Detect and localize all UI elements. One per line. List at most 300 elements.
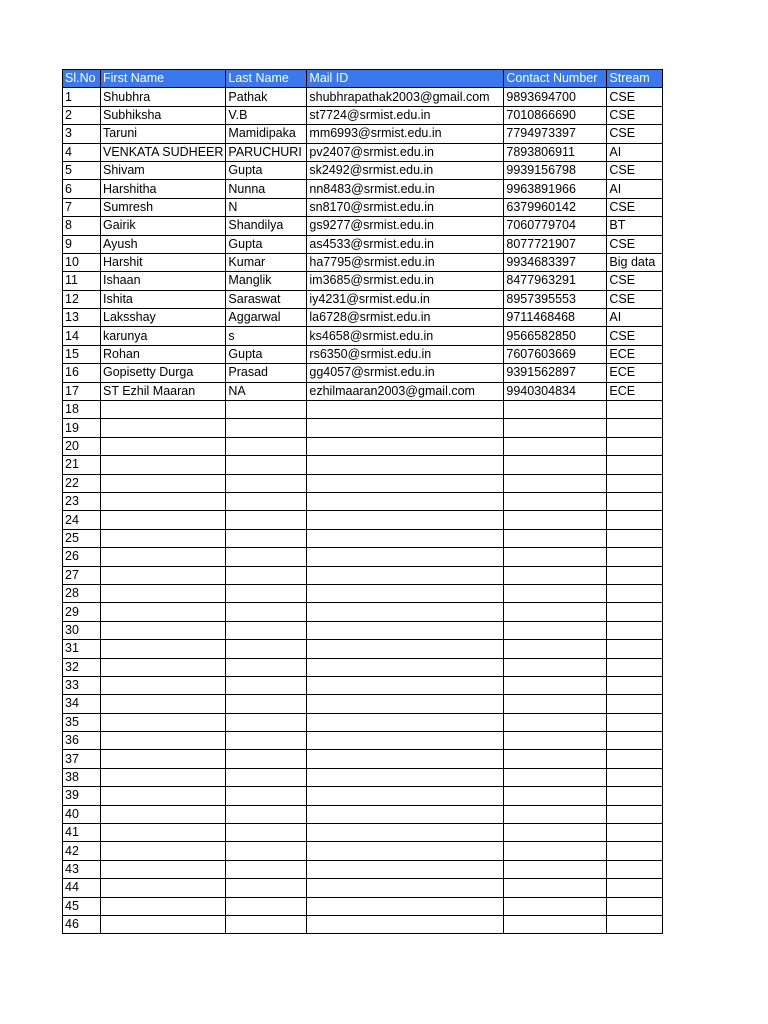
table-body — [63, 88, 663, 934]
cell-contact-number — [504, 401, 607, 419]
cell-contact-number — [504, 511, 607, 529]
cell-mail-id: mm6993@srmist.edu.in — [307, 125, 504, 143]
cell-sl-no: 43 — [63, 860, 101, 878]
cell-last-name: N — [226, 198, 307, 216]
cell-stream — [607, 640, 663, 658]
cell-first-name — [101, 750, 226, 768]
cell-last-name — [226, 787, 307, 805]
cell-last-name — [226, 640, 307, 658]
cell-sl-no: 1 — [63, 88, 101, 106]
cell-first-name — [101, 732, 226, 750]
cell-last-name — [226, 456, 307, 474]
cell-stream: CSE — [607, 88, 663, 106]
cell-mail-id — [307, 805, 504, 823]
cell-contact-number — [504, 915, 607, 933]
table-row — [63, 492, 663, 510]
cell-last-name — [226, 437, 307, 455]
cell-last-name — [226, 713, 307, 731]
cell-last-name — [226, 474, 307, 492]
table-row — [63, 511, 663, 529]
cell-stream — [607, 768, 663, 786]
cell-mail-id — [307, 548, 504, 566]
table-row — [63, 272, 663, 290]
cell-stream — [607, 842, 663, 860]
table-row — [63, 603, 663, 621]
table-row — [63, 566, 663, 584]
cell-stream: CSE — [607, 161, 663, 179]
cell-contact-number — [504, 805, 607, 823]
table-row — [63, 750, 663, 768]
cell-stream — [607, 419, 663, 437]
cell-first-name — [101, 713, 226, 731]
cell-first-name: karunya — [101, 327, 226, 345]
table-row — [63, 198, 663, 216]
cell-contact-number — [504, 640, 607, 658]
cell-sl-no: 22 — [63, 474, 101, 492]
cell-contact-number — [504, 879, 607, 897]
table-row — [63, 787, 663, 805]
cell-sl-no: 34 — [63, 695, 101, 713]
cell-stream — [607, 474, 663, 492]
cell-mail-id — [307, 437, 504, 455]
cell-stream — [607, 695, 663, 713]
cell-contact-number: 9963891966 — [504, 180, 607, 198]
cell-mail-id — [307, 750, 504, 768]
cell-first-name: Shivam — [101, 161, 226, 179]
cell-sl-no: 11 — [63, 272, 101, 290]
cell-last-name: Aggarwal — [226, 309, 307, 327]
table-row — [63, 345, 663, 363]
cell-stream: CSE — [607, 327, 663, 345]
cell-contact-number — [504, 492, 607, 510]
cell-last-name — [226, 805, 307, 823]
cell-contact-number — [504, 732, 607, 750]
cell-contact-number — [504, 787, 607, 805]
cell-stream — [607, 437, 663, 455]
cell-sl-no: 23 — [63, 492, 101, 510]
cell-first-name — [101, 879, 226, 897]
cell-mail-id: iy4231@srmist.edu.in — [307, 290, 504, 308]
table-row — [63, 327, 663, 345]
cell-last-name: s — [226, 327, 307, 345]
cell-sl-no: 42 — [63, 842, 101, 860]
cell-stream — [607, 529, 663, 547]
cell-last-name — [226, 879, 307, 897]
cell-sl-no: 13 — [63, 309, 101, 327]
cell-sl-no: 15 — [63, 345, 101, 363]
cell-first-name — [101, 915, 226, 933]
cell-stream — [607, 676, 663, 694]
cell-first-name: ST Ezhil Maaran — [101, 382, 226, 400]
cell-first-name — [101, 603, 226, 621]
cell-mail-id — [307, 640, 504, 658]
cell-first-name — [101, 768, 226, 786]
cell-contact-number — [504, 566, 607, 584]
cell-mail-id: gg4057@srmist.edu.in — [307, 364, 504, 382]
cell-stream — [607, 879, 663, 897]
header-first-name: First Name — [101, 70, 226, 88]
cell-stream: CSE — [607, 235, 663, 253]
cell-mail-id: gs9277@srmist.edu.in — [307, 217, 504, 235]
cell-stream: CSE — [607, 290, 663, 308]
cell-last-name: Prasad — [226, 364, 307, 382]
cell-first-name — [101, 640, 226, 658]
cell-contact-number — [504, 437, 607, 455]
cell-mail-id — [307, 897, 504, 915]
cell-contact-number: 7893806911 — [504, 143, 607, 161]
cell-sl-no: 36 — [63, 732, 101, 750]
cell-first-name: Laksshay — [101, 309, 226, 327]
cell-contact-number — [504, 658, 607, 676]
table-row — [63, 879, 663, 897]
table-row — [63, 382, 663, 400]
cell-contact-number: 6379960142 — [504, 198, 607, 216]
cell-contact-number — [504, 713, 607, 731]
cell-sl-no: 28 — [63, 584, 101, 602]
cell-first-name: Shubhra — [101, 88, 226, 106]
cell-mail-id — [307, 529, 504, 547]
table-row — [63, 180, 663, 198]
cell-sl-no: 46 — [63, 915, 101, 933]
cell-stream: ECE — [607, 345, 663, 363]
cell-contact-number — [504, 621, 607, 639]
table-row — [63, 309, 663, 327]
cell-first-name — [101, 805, 226, 823]
cell-stream — [607, 566, 663, 584]
cell-first-name — [101, 787, 226, 805]
table-row — [63, 658, 663, 676]
cell-mail-id — [307, 474, 504, 492]
table-row — [63, 456, 663, 474]
cell-stream: ECE — [607, 382, 663, 400]
cell-mail-id: ks4658@srmist.edu.in — [307, 327, 504, 345]
cell-sl-no: 32 — [63, 658, 101, 676]
cell-contact-number — [504, 529, 607, 547]
cell-mail-id — [307, 621, 504, 639]
cell-first-name — [101, 548, 226, 566]
cell-last-name — [226, 621, 307, 639]
cell-mail-id: ha7795@srmist.edu.in — [307, 253, 504, 271]
cell-contact-number: 8957395553 — [504, 290, 607, 308]
cell-last-name: Manglik — [226, 272, 307, 290]
cell-mail-id — [307, 492, 504, 510]
cell-last-name — [226, 860, 307, 878]
cell-last-name — [226, 492, 307, 510]
cell-sl-no: 37 — [63, 750, 101, 768]
cell-stream — [607, 860, 663, 878]
cell-sl-no: 8 — [63, 217, 101, 235]
cell-last-name: Pathak — [226, 88, 307, 106]
cell-last-name: Nunna — [226, 180, 307, 198]
cell-sl-no: 45 — [63, 897, 101, 915]
cell-sl-no: 24 — [63, 511, 101, 529]
cell-contact-number: 9893694700 — [504, 88, 607, 106]
cell-sl-no: 25 — [63, 529, 101, 547]
cell-contact-number — [504, 474, 607, 492]
cell-stream — [607, 621, 663, 639]
cell-mail-id — [307, 768, 504, 786]
header-sl-no: Sl.No — [63, 70, 101, 88]
cell-contact-number — [504, 695, 607, 713]
cell-stream: AI — [607, 143, 663, 161]
cell-stream — [607, 511, 663, 529]
cell-mail-id — [307, 401, 504, 419]
cell-contact-number: 9566582850 — [504, 327, 607, 345]
cell-contact-number — [504, 824, 607, 842]
cell-stream: CSE — [607, 106, 663, 124]
cell-mail-id: pv2407@srmist.edu.in — [307, 143, 504, 161]
cell-sl-no: 35 — [63, 713, 101, 731]
cell-last-name: Mamidipaka — [226, 125, 307, 143]
cell-stream — [607, 732, 663, 750]
cell-last-name: V.B — [226, 106, 307, 124]
table-row — [63, 106, 663, 124]
cell-mail-id — [307, 915, 504, 933]
cell-stream: CSE — [607, 198, 663, 216]
cell-mail-id — [307, 456, 504, 474]
cell-sl-no: 39 — [63, 787, 101, 805]
cell-last-name — [226, 750, 307, 768]
cell-mail-id — [307, 658, 504, 676]
cell-mail-id: rs6350@srmist.edu.in — [307, 345, 504, 363]
cell-sl-no: 5 — [63, 161, 101, 179]
cell-stream — [607, 492, 663, 510]
cell-last-name: Shandilya — [226, 217, 307, 235]
cell-first-name: VENKATA SUDHEER — [101, 143, 226, 161]
cell-sl-no: 33 — [63, 676, 101, 694]
cell-mail-id — [307, 732, 504, 750]
table-row — [63, 732, 663, 750]
cell-first-name — [101, 511, 226, 529]
cell-last-name: NA — [226, 382, 307, 400]
table-row — [63, 695, 663, 713]
cell-stream — [607, 787, 663, 805]
cell-sl-no: 19 — [63, 419, 101, 437]
cell-first-name — [101, 492, 226, 510]
table-row — [63, 548, 663, 566]
cell-sl-no: 44 — [63, 879, 101, 897]
cell-stream: CSE — [607, 272, 663, 290]
cell-first-name — [101, 695, 226, 713]
cell-last-name: Gupta — [226, 235, 307, 253]
cell-stream: ECE — [607, 364, 663, 382]
table-row — [63, 364, 663, 382]
cell-stream: AI — [607, 309, 663, 327]
header-stream: Stream — [607, 70, 663, 88]
cell-contact-number — [504, 842, 607, 860]
cell-sl-no: 30 — [63, 621, 101, 639]
table-row — [63, 529, 663, 547]
table-row — [63, 125, 663, 143]
cell-mail-id — [307, 695, 504, 713]
cell-first-name — [101, 676, 226, 694]
cell-contact-number: 9934683397 — [504, 253, 607, 271]
cell-mail-id — [307, 511, 504, 529]
table-row — [63, 401, 663, 419]
header-contact-number: Contact Number — [504, 70, 607, 88]
cell-mail-id: nn8483@srmist.edu.in — [307, 180, 504, 198]
cell-contact-number: 7060779704 — [504, 217, 607, 235]
table-row — [63, 768, 663, 786]
cell-contact-number: 7607603669 — [504, 345, 607, 363]
cell-mail-id: sn8170@srmist.edu.in — [307, 198, 504, 216]
table-row — [63, 915, 663, 933]
header-mail-id: Mail ID — [307, 70, 504, 88]
cell-sl-no: 38 — [63, 768, 101, 786]
cell-contact-number: 9711468468 — [504, 309, 607, 327]
cell-first-name — [101, 860, 226, 878]
cell-contact-number: 9940304834 — [504, 382, 607, 400]
cell-sl-no: 27 — [63, 566, 101, 584]
cell-first-name — [101, 419, 226, 437]
cell-last-name — [226, 768, 307, 786]
student-table — [62, 69, 663, 934]
cell-last-name: PARUCHURI — [226, 143, 307, 161]
cell-stream — [607, 658, 663, 676]
table-row — [63, 805, 663, 823]
cell-contact-number: 8477963291 — [504, 272, 607, 290]
cell-mail-id — [307, 676, 504, 694]
table-row — [63, 676, 663, 694]
cell-contact-number — [504, 419, 607, 437]
cell-first-name: Harshit — [101, 253, 226, 271]
table-row — [63, 217, 663, 235]
cell-sl-no: 6 — [63, 180, 101, 198]
cell-stream — [607, 915, 663, 933]
cell-mail-id — [307, 842, 504, 860]
cell-stream — [607, 584, 663, 602]
cell-first-name — [101, 401, 226, 419]
table-row — [63, 824, 663, 842]
cell-stream — [607, 401, 663, 419]
cell-sl-no: 2 — [63, 106, 101, 124]
table-row — [63, 419, 663, 437]
cell-last-name — [226, 824, 307, 842]
cell-mail-id: shubhrapathak2003@gmail.com — [307, 88, 504, 106]
cell-stream — [607, 548, 663, 566]
cell-stream — [607, 456, 663, 474]
cell-contact-number: 7794973397 — [504, 125, 607, 143]
table-row — [63, 842, 663, 860]
table-row — [63, 253, 663, 271]
cell-last-name — [226, 529, 307, 547]
cell-contact-number: 8077721907 — [504, 235, 607, 253]
cell-mail-id — [307, 860, 504, 878]
cell-sl-no: 10 — [63, 253, 101, 271]
cell-last-name: Gupta — [226, 161, 307, 179]
cell-first-name: Gopisetty Durga — [101, 364, 226, 382]
cell-mail-id — [307, 824, 504, 842]
cell-last-name: Gupta — [226, 345, 307, 363]
cell-first-name — [101, 437, 226, 455]
table-row — [63, 235, 663, 253]
cell-first-name: Gairik — [101, 217, 226, 235]
table-row — [63, 640, 663, 658]
cell-mail-id — [307, 879, 504, 897]
table-row — [63, 474, 663, 492]
cell-mail-id — [307, 603, 504, 621]
cell-sl-no: 18 — [63, 401, 101, 419]
cell-stream — [607, 805, 663, 823]
cell-stream: AI — [607, 180, 663, 198]
cell-mail-id — [307, 713, 504, 731]
cell-last-name — [226, 548, 307, 566]
cell-contact-number: 7010866690 — [504, 106, 607, 124]
cell-sl-no: 7 — [63, 198, 101, 216]
cell-sl-no: 9 — [63, 235, 101, 253]
cell-mail-id: ezhilmaaran2003@gmail.com — [307, 382, 504, 400]
cell-last-name — [226, 732, 307, 750]
cell-last-name — [226, 584, 307, 602]
cell-sl-no: 14 — [63, 327, 101, 345]
cell-last-name: Saraswat — [226, 290, 307, 308]
cell-contact-number — [504, 768, 607, 786]
cell-last-name — [226, 658, 307, 676]
cell-first-name — [101, 456, 226, 474]
cell-first-name: Ishaan — [101, 272, 226, 290]
cell-mail-id — [307, 787, 504, 805]
table-row — [63, 161, 663, 179]
cell-first-name — [101, 658, 226, 676]
cell-mail-id: im3685@srmist.edu.in — [307, 272, 504, 290]
cell-first-name — [101, 842, 226, 860]
cell-stream: CSE — [607, 125, 663, 143]
cell-stream — [607, 824, 663, 842]
cell-sl-no: 20 — [63, 437, 101, 455]
cell-sl-no: 21 — [63, 456, 101, 474]
cell-sl-no: 4 — [63, 143, 101, 161]
cell-first-name: Sumresh — [101, 198, 226, 216]
cell-first-name: Ayush — [101, 235, 226, 253]
cell-first-name — [101, 474, 226, 492]
cell-contact-number — [504, 603, 607, 621]
cell-sl-no: 16 — [63, 364, 101, 382]
cell-mail-id: sk2492@srmist.edu.in — [307, 161, 504, 179]
cell-stream — [607, 897, 663, 915]
table-row — [63, 143, 663, 161]
cell-sl-no: 17 — [63, 382, 101, 400]
cell-contact-number — [504, 548, 607, 566]
cell-last-name — [226, 401, 307, 419]
cell-mail-id: la6728@srmist.edu.in — [307, 309, 504, 327]
cell-contact-number — [504, 860, 607, 878]
cell-last-name — [226, 695, 307, 713]
cell-contact-number: 9391562897 — [504, 364, 607, 382]
cell-mail-id: st7724@srmist.edu.in — [307, 106, 504, 124]
cell-first-name — [101, 529, 226, 547]
cell-stream — [607, 713, 663, 731]
cell-first-name: Rohan — [101, 345, 226, 363]
cell-last-name — [226, 566, 307, 584]
cell-sl-no: 41 — [63, 824, 101, 842]
cell-stream: BT — [607, 217, 663, 235]
cell-first-name — [101, 584, 226, 602]
cell-last-name: Kumar — [226, 253, 307, 271]
cell-contact-number: 9939156798 — [504, 161, 607, 179]
table-row — [63, 88, 663, 106]
cell-mail-id: as4533@srmist.edu.in — [307, 235, 504, 253]
cell-stream: Big data — [607, 253, 663, 271]
cell-contact-number — [504, 750, 607, 768]
cell-first-name: Ishita — [101, 290, 226, 308]
cell-last-name — [226, 603, 307, 621]
cell-mail-id — [307, 419, 504, 437]
table-row — [63, 713, 663, 731]
cell-last-name — [226, 842, 307, 860]
cell-mail-id — [307, 584, 504, 602]
cell-first-name — [101, 897, 226, 915]
cell-sl-no: 29 — [63, 603, 101, 621]
